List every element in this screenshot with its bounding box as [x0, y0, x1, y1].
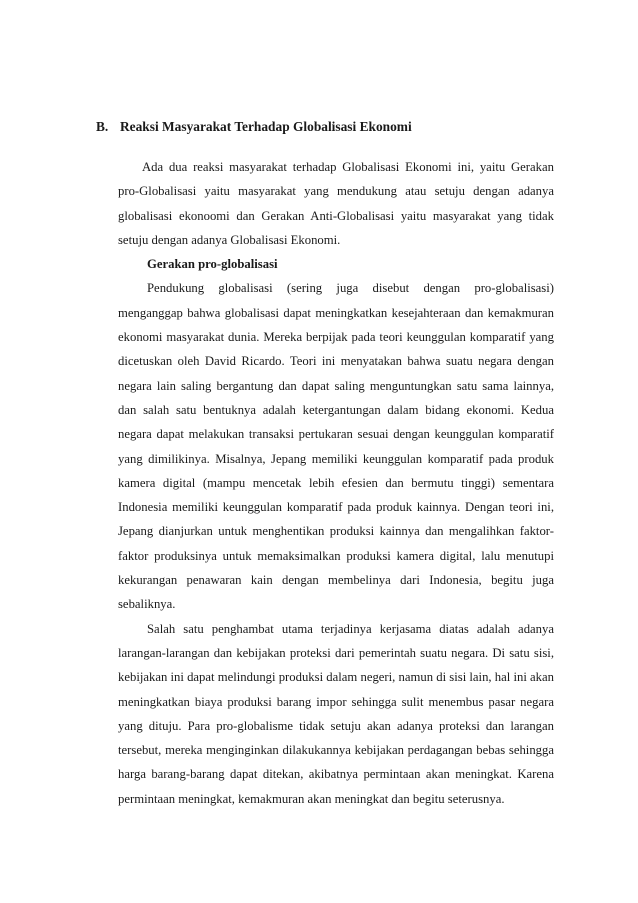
- intro-paragraph: Ada dua reaksi masyarakat terhadap Globalisasi Ekonomi ini, yaitu Gerakan pro-Globalisasi yaitu masyarakat yang mendukung atau setuju dengan adanya globalisasi ekonoomi dan Gerakan Anti-Globalisasi yaitu masyarakat yang tidak setuju dengan adanya Globalisasi Ekonomi.: [118, 160, 554, 247]
- section-title: Reaksi Masyarakat Terhadap Globalisasi Ekonomi: [120, 119, 412, 134]
- subheading-pro-globalisasi: Gerakan pro-globalisasi: [147, 257, 278, 272]
- paragraph-pendukung: Pendukung globalisasi (sering juga disebut dengan pro-globalisasi) menganggap bahwa globalisasi dapat meningkatkan kesejahteraan dan kemakmuran ekonomi masyarakat dunia. Mereka berpijak pada teori keunggulan komparatif yang dicetuskan oleh David Ricardo. Teori ini menyatakan bahwa suatu negara dengan negara lain saling bergantung dan dapat saling menguntungkan satu sama lainnya, dan salah satu bentuknya adalah ketergantungan dalam bidang ekonomi. Kedua negara dapat melakukan transaksi pertukaran sesuai dengan keunggulan komparatif yang dimilikinya. Misalnya, Jepang memiliki keunggulan komparatif pada produk kamera digital (mampu mencetak lebih efesien dan bermutu tinggi) sementara Indonesia memiliki keunggulan komparatif pada produk kainnya. Dengan teori ini, Jepang dianjurkan untuk menghentikan produksi kainnya dan mengalihkan faktor-faktor produksinya untuk memaksimalkan produksi kamera digital, lalu menutupi kekurangan penawaran kain dengan membelinya dari Indonesia, begitu juga sebaliknya.: [118, 281, 554, 612]
- section-heading: [96, 119, 412, 135]
- body-text: [118, 155, 554, 811]
- section-letter: B.: [96, 119, 109, 134]
- paragraph-penghambat: Salah satu penghambat utama terjadinya kerjasama diatas adalah adanya larangan-larangan dan kebijakan proteksi dari pemerintah suatu negara. Di satu sisi, kebijakan ini dapat melindungi produksi dalam negeri, namun di sisi lain, hal ini akan meningkatkan biaya produksi barang impor sehingga sulit menembus pasar negara yang dituju. Para pro-globalisme tidak setuju akan adanya proteksi dan larangan tersebut, mereka menginginkan dilakukannya kebijakan perdagangan bebas sehingga harga barang-barang dapat ditekan, akibatnya permintaan akan meningkat. Karena permintaan meningkat, kemakmuran akan meningkat dan begitu seterusnya.: [118, 621, 554, 806]
